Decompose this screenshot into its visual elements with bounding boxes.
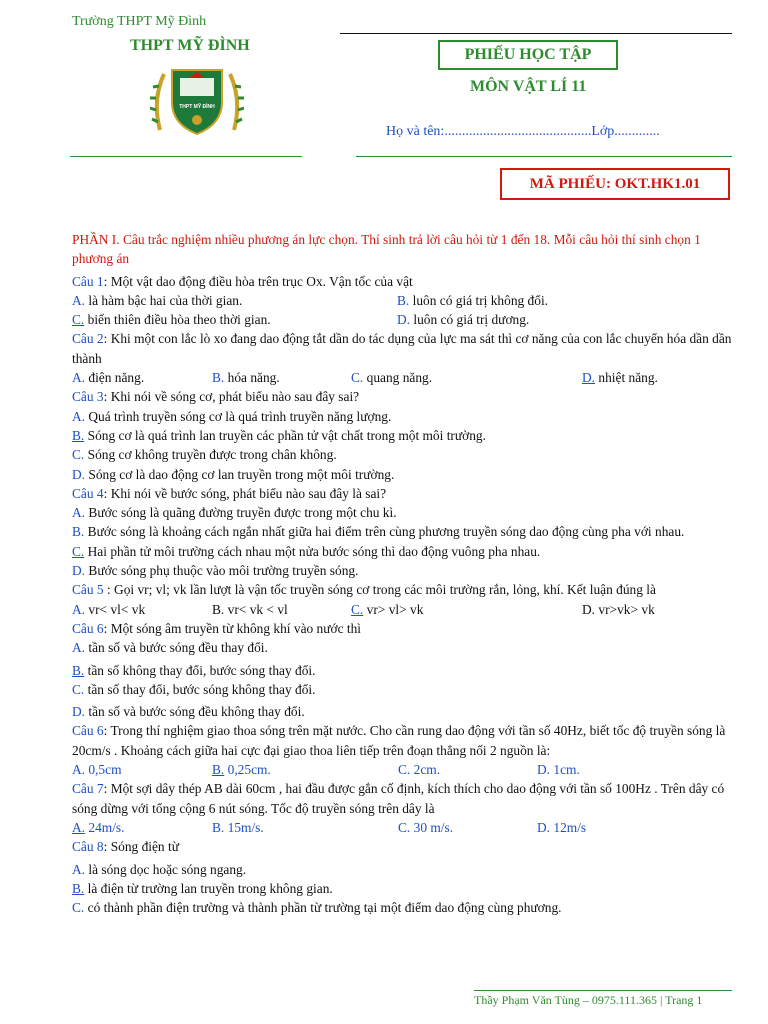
- q5-option-a: A. vr< vl< vk: [72, 601, 146, 617]
- school-header-top: Trường THPT Mỹ Đình: [72, 14, 207, 29]
- q5-option-b: B. vr< vk < vl: [212, 601, 288, 617]
- question-4: Câu 4: Khi nói về bước sóng, phát biểu nào sau đây là sai?: [72, 485, 387, 501]
- left-divider: [70, 156, 302, 157]
- q6b-option-d: D. 1cm.: [537, 762, 580, 778]
- name-class-line: Họ và tên:..........................................Lớp.............: [386, 124, 660, 139]
- q4-option-c: C. Hai phần tử môi trường cách nhau một nửa bước sóng thì dao động vuông pha nhau.: [72, 543, 541, 559]
- question-5: Câu 5 : Gọi vr; vl; vk lần lượt là vận tốc truyền sóng cơ trong các môi trường rắn, lỏng, khí. Kết luận đúng là: [72, 582, 656, 598]
- q2-option-c: C. quang năng.: [351, 370, 433, 386]
- q6b-option-b: B. 0,25cm.: [212, 762, 271, 778]
- footer-divider: [474, 990, 732, 991]
- q7-option-b: B. 15m/s.: [212, 819, 264, 835]
- q6a-option-d: D. tần số và bước sóng đều không thay đổi.: [72, 704, 305, 720]
- q1-option-a: A. là hàm bậc hai của thời gian.: [72, 292, 243, 308]
- q5-option-c: C. vr> vl> vk: [351, 601, 424, 617]
- worksheet-code: MÃ PHIẾU: OKT.HK1.01: [500, 168, 730, 200]
- q7-option-d: D. 12m/s: [537, 819, 587, 835]
- question-6b: Câu 6: Trong thí nghiệm giao thoa sóng trên mặt nước. Cho cần rung dao động với tần số 40Hz, biết tốc độ truyền sóng là 20cm/s . Khoảng cách giữa hai cực đại giao thoa liên tiếp trên đoạn thẳng nối 2 nguồn là:: [72, 723, 726, 758]
- question-7: Câu 7: Một sợi dây thép AB dài 60cm , hai đầu được gắn cố định, kích thích cho dao động với tần số 100Hz . Trên dây có sóng dừng với tổng cộng 6 nút sóng. Tốc độ truyền sóng trên dây là: [72, 781, 725, 816]
- question-6a: Câu 6: Một sóng âm truyền từ không khí vào nước thì: [72, 620, 362, 636]
- q2-options: [72, 368, 732, 387]
- q6b-option-c: C. 2cm.: [398, 762, 441, 778]
- school-name: THPT MỸ ĐÌNH: [130, 37, 250, 54]
- q1-option-c: C. biến thiên điều hòa theo thời gian.: [72, 312, 271, 328]
- q7-option-a: A. 24m/s.: [72, 819, 125, 835]
- q2-option-b: B. hóa năng.: [212, 370, 280, 386]
- q6b-option-a: A. 0,5cm: [72, 762, 122, 778]
- right-divider: [356, 156, 732, 157]
- q1-options-row1: [72, 291, 732, 310]
- q6a-option-b: B. tần số không thay đổi, bước sóng thay đổi.: [72, 662, 316, 678]
- q4-option-b: B. Bước sóng là khoảng cách ngắn nhất giữa hai điểm trên cùng phương truyền sóng dao động cùng pha với nhau.: [72, 524, 685, 540]
- q3-option-c: C. Sóng cơ không truyền được trong chân không.: [72, 447, 337, 463]
- q2-option-d: D. nhiệt năng.: [582, 370, 658, 386]
- q8-option-a: A. là sóng dọc hoặc sóng ngang.: [72, 861, 247, 877]
- subject-title: MÔN VẬT LÍ 11: [470, 78, 587, 95]
- q2-option-a: A. điện năng.: [72, 370, 145, 386]
- top-divider: [340, 33, 732, 34]
- q7-option-c: C. 30 m/s.: [398, 819, 454, 835]
- q1-option-d: D. luôn có giá trị dương.: [397, 312, 530, 328]
- question-2: Câu 2: Khi một con lắc lò xo đang dao động tắt dần do tác dụng của lực ma sát thì cơ năng của con lắc chuyển hóa dần dần thành: [72, 331, 732, 366]
- page-footer: Thầy Phạm Văn Tùng – 0975.111.365 | Trang 1: [474, 993, 703, 1007]
- q4-option-d: D. Bước sóng phụ thuộc vào môi trường truyền sóng.: [72, 563, 359, 579]
- q5-option-d: D. vr>vk> vk: [582, 601, 655, 617]
- school-logo: [150, 60, 244, 140]
- question-3: Câu 3: Khi nói về sóng cơ, phát biểu nào sau đây sai?: [72, 389, 360, 405]
- q4-option-a: A. Bước sóng là quãng đường truyền được trong một chu kì.: [72, 505, 397, 521]
- logo-text: THPT MỸ ĐÌNH: [179, 104, 215, 110]
- q5-options: [72, 600, 732, 619]
- q8-option-c: C. có thành phần điện trường và thành phần từ trường tại một điểm dao động cùng phương.: [72, 900, 562, 916]
- q7-options: [72, 818, 732, 837]
- worksheet-title: PHIẾU HỌC TẬP: [438, 40, 618, 70]
- question-1: Câu 1: Một vật dao động điều hòa trên trục Ox. Vận tốc của vật: [72, 273, 413, 289]
- q1-options-row2: [72, 310, 732, 329]
- q6a-option-a: A. tần số và bước sóng đều thay đổi.: [72, 640, 268, 656]
- q3-option-b: B. Sóng cơ là quá trình lan truyền các phần tử vật chất trong một môi trường.: [72, 427, 486, 443]
- q6b-options: [72, 760, 732, 779]
- question-content: [72, 230, 732, 917]
- q1-option-b: B. luôn có giá trị không đổi.: [397, 292, 549, 308]
- q3-option-a: A. Quá trình truyền sóng cơ là quá trình truyền năng lượng.: [72, 408, 392, 424]
- q6a-option-c: C. tần số thay đổi, bước sóng không thay đổi.: [72, 681, 316, 697]
- q8-option-b: B. là điện từ trường lan truyền trong không gian.: [72, 880, 333, 896]
- section-intro: PHẦN I. Câu trắc nghiệm nhiều phương án lực chọn. Thí sinh trả lời câu hỏi từ 1 đến 18. Mỗi câu hỏi thí sinh chọn 1 phương án: [72, 232, 701, 267]
- question-8: Câu 8: Sóng điện từ: [72, 839, 179, 855]
- q3-option-d: D. Sóng cơ là dao động cơ lan truyền trong một môi trường.: [72, 466, 395, 482]
